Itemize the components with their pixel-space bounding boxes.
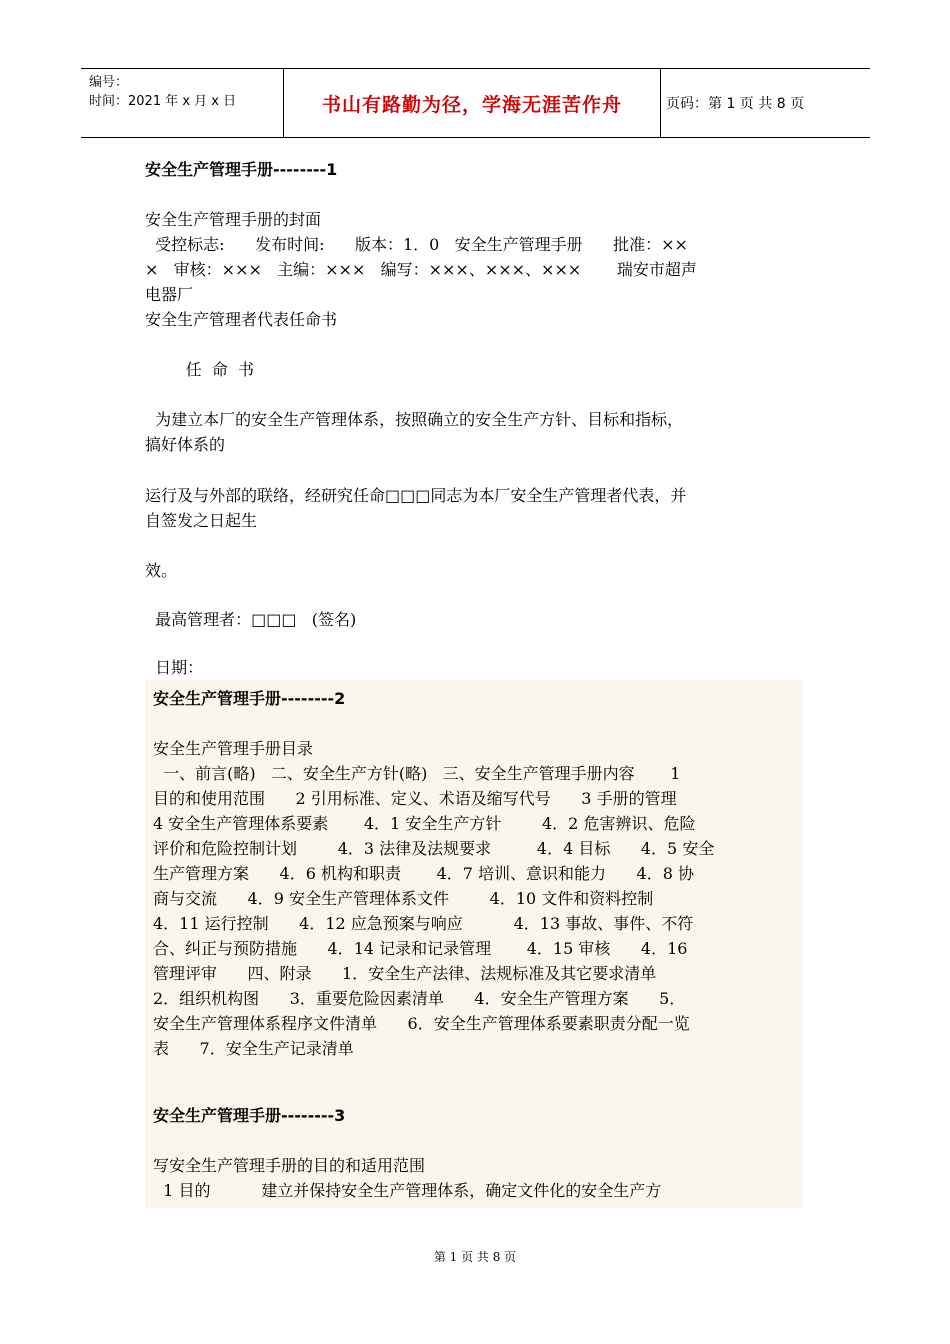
section-title: 安全生产管理手册--------1 — [145, 160, 338, 179]
paragraph-line: 效。 — [145, 561, 178, 580]
paragraph-line: 为建立本厂的安全生产管理体系，按照确立的安全生产方针、目标和指标， — [145, 410, 684, 429]
paragraph-line: 4．11 运行控制 4．12 应急预案与响应 4．13 事故、事件、不符 — [153, 914, 694, 933]
paragraph-line: 4 安全生产管理体系要素 4．1 安全生产方针 4．2 危害辨识、危险 — [153, 814, 696, 833]
paragraph-line: 安全生产管理手册的封面 — [145, 210, 322, 229]
document-time-label: 时间：2021 年 x 月 x 日 — [89, 94, 237, 109]
document-header — [81, 68, 870, 138]
section-title: 安全生产管理手册--------2 — [153, 689, 346, 708]
page-footer: 第 1 页 共 8 页 — [433, 1250, 517, 1264]
paragraph-line: 写安全生产管理手册的目的和适用范围 — [153, 1156, 426, 1175]
paragraph-line: 合、纠正与预防措施 4．14 记录和记录管理 4．15 审核 4．16 — [153, 939, 688, 958]
paragraph-line: 表 7．安全生产记录清单 — [153, 1039, 354, 1058]
section-title: 安全生产管理手册--------3 — [153, 1106, 346, 1125]
paragraph-line: 一、前言(略) 二、安全生产方针(略) 三、安全生产管理手册内容 1 — [153, 764, 681, 783]
paragraph-line: 受控标志: 发布时间: 版本：1．0 安全生产管理手册 批准：×× — [145, 235, 688, 254]
paragraph-line: 2．组织机构图 3．重要危险因素清单 4．安全生产管理方案 5． — [153, 989, 686, 1008]
paragraph-line: 商与交流 4．9 安全生产管理体系文件 4．10 文件和资料控制 — [153, 889, 654, 908]
paragraph-line: 运行及与外部的联络，经研究任命□□□同志为本厂安全生产管理者代表，并 — [145, 486, 687, 505]
paragraph-line: 目的和使用范围 2 引用标准、定义、术语及缩写代号 3 手册的管理 — [153, 789, 677, 808]
paragraph-line: 搞好体系的 — [145, 435, 226, 454]
paragraph-line: 评价和危险控制计划 4．3 法律及法规要求 4．4 目标 4．5 安全 — [153, 839, 715, 858]
paragraph-line: 生产管理方案 4．6 机构和职责 4．7 培训、意识和能力 4．8 协 — [153, 864, 694, 883]
paragraph-line: 安全生产管理者代表任命书 — [145, 310, 338, 329]
paragraph-line: 安全生产管理手册目录 — [153, 739, 314, 758]
document-number-label: 编号： — [89, 75, 129, 90]
paragraph-line: 任 命 书 — [145, 360, 255, 379]
header-divider — [660, 69, 661, 137]
paragraph-line: 1 目的 建立并保持安全生产管理体系，确定文件化的安全生产方 — [153, 1181, 662, 1200]
header-motto: 书山有路勤为径，学海无涯苦作舟 — [321, 93, 622, 116]
header-page-info: 页码：第 1 页 共 8 页 — [666, 96, 805, 112]
paragraph-line: 管理评审 四、附录 1．安全生产法律、法规标准及其它要求清单 — [153, 964, 657, 983]
paragraph-line: 日期： — [145, 658, 204, 677]
paragraph-line: × 审核：××× 主编：××× 编写：×××、×××、××× 瑞安市超声 — [145, 260, 697, 279]
header-meta — [89, 73, 236, 111]
paragraph-line: 安全生产管理体系程序文件清单 6．安全生产管理体系要素职责分配一览 — [153, 1014, 690, 1033]
paragraph-line: 最高管理者：□□□ (签名) — [145, 610, 357, 629]
paragraph-line: 电器厂 — [145, 285, 194, 304]
paragraph-line: 自签发之日起生 — [145, 511, 258, 530]
